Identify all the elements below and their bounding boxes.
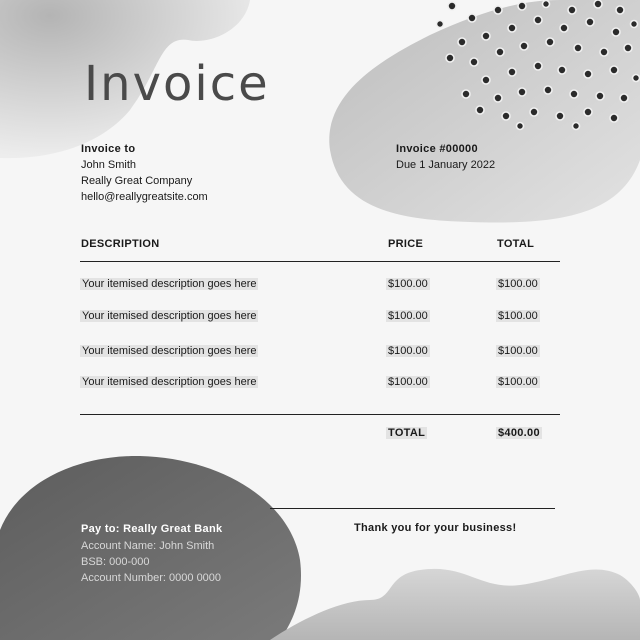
row-total: $100.00 [498,310,538,322]
row-description: Your itemised description goes here [82,310,257,322]
grand-total-value: $400.00 [498,427,540,439]
row-total: $100.00 [498,345,538,357]
header-price: PRICE [388,238,424,250]
header-total: TOTAL [497,238,535,250]
rows-divider [80,414,560,415]
bottom-right-blob [270,569,640,640]
invoice-title: Invoice [84,56,270,112]
header-description: DESCRIPTION [81,238,160,250]
client-name: John Smith [81,159,137,171]
account-name: Account Name: John Smith [81,540,215,552]
row-price: $100.00 [388,278,428,290]
row-price: $100.00 [388,376,428,388]
invoice-number: Invoice #00000 [396,143,478,155]
row-total: $100.00 [498,376,538,388]
pay-to-label: Pay to: Really Great Bank [81,523,223,535]
header-divider [80,261,560,262]
thank-you-message: Thank you for your business! [354,522,517,534]
account-number: Account Number: 0000 0000 [81,572,222,584]
grand-total-label: TOTAL [388,427,426,439]
row-description: Your itemised description goes here [82,345,257,357]
due-date: Due 1 January 2022 [396,159,496,171]
footer-divider [270,508,555,509]
bsb-number: BSB: 000-000 [81,556,150,568]
row-price: $100.00 [388,345,428,357]
client-email[interactable]: hello@reallygreatsite.com [81,191,208,203]
row-total: $100.00 [498,278,538,290]
invoice-to-label: Invoice to [81,143,136,155]
row-price: $100.00 [388,310,428,322]
row-description: Your itemised description goes here [82,278,257,290]
row-description: Your itemised description goes here [82,376,257,388]
client-company: Really Great Company [81,175,193,187]
